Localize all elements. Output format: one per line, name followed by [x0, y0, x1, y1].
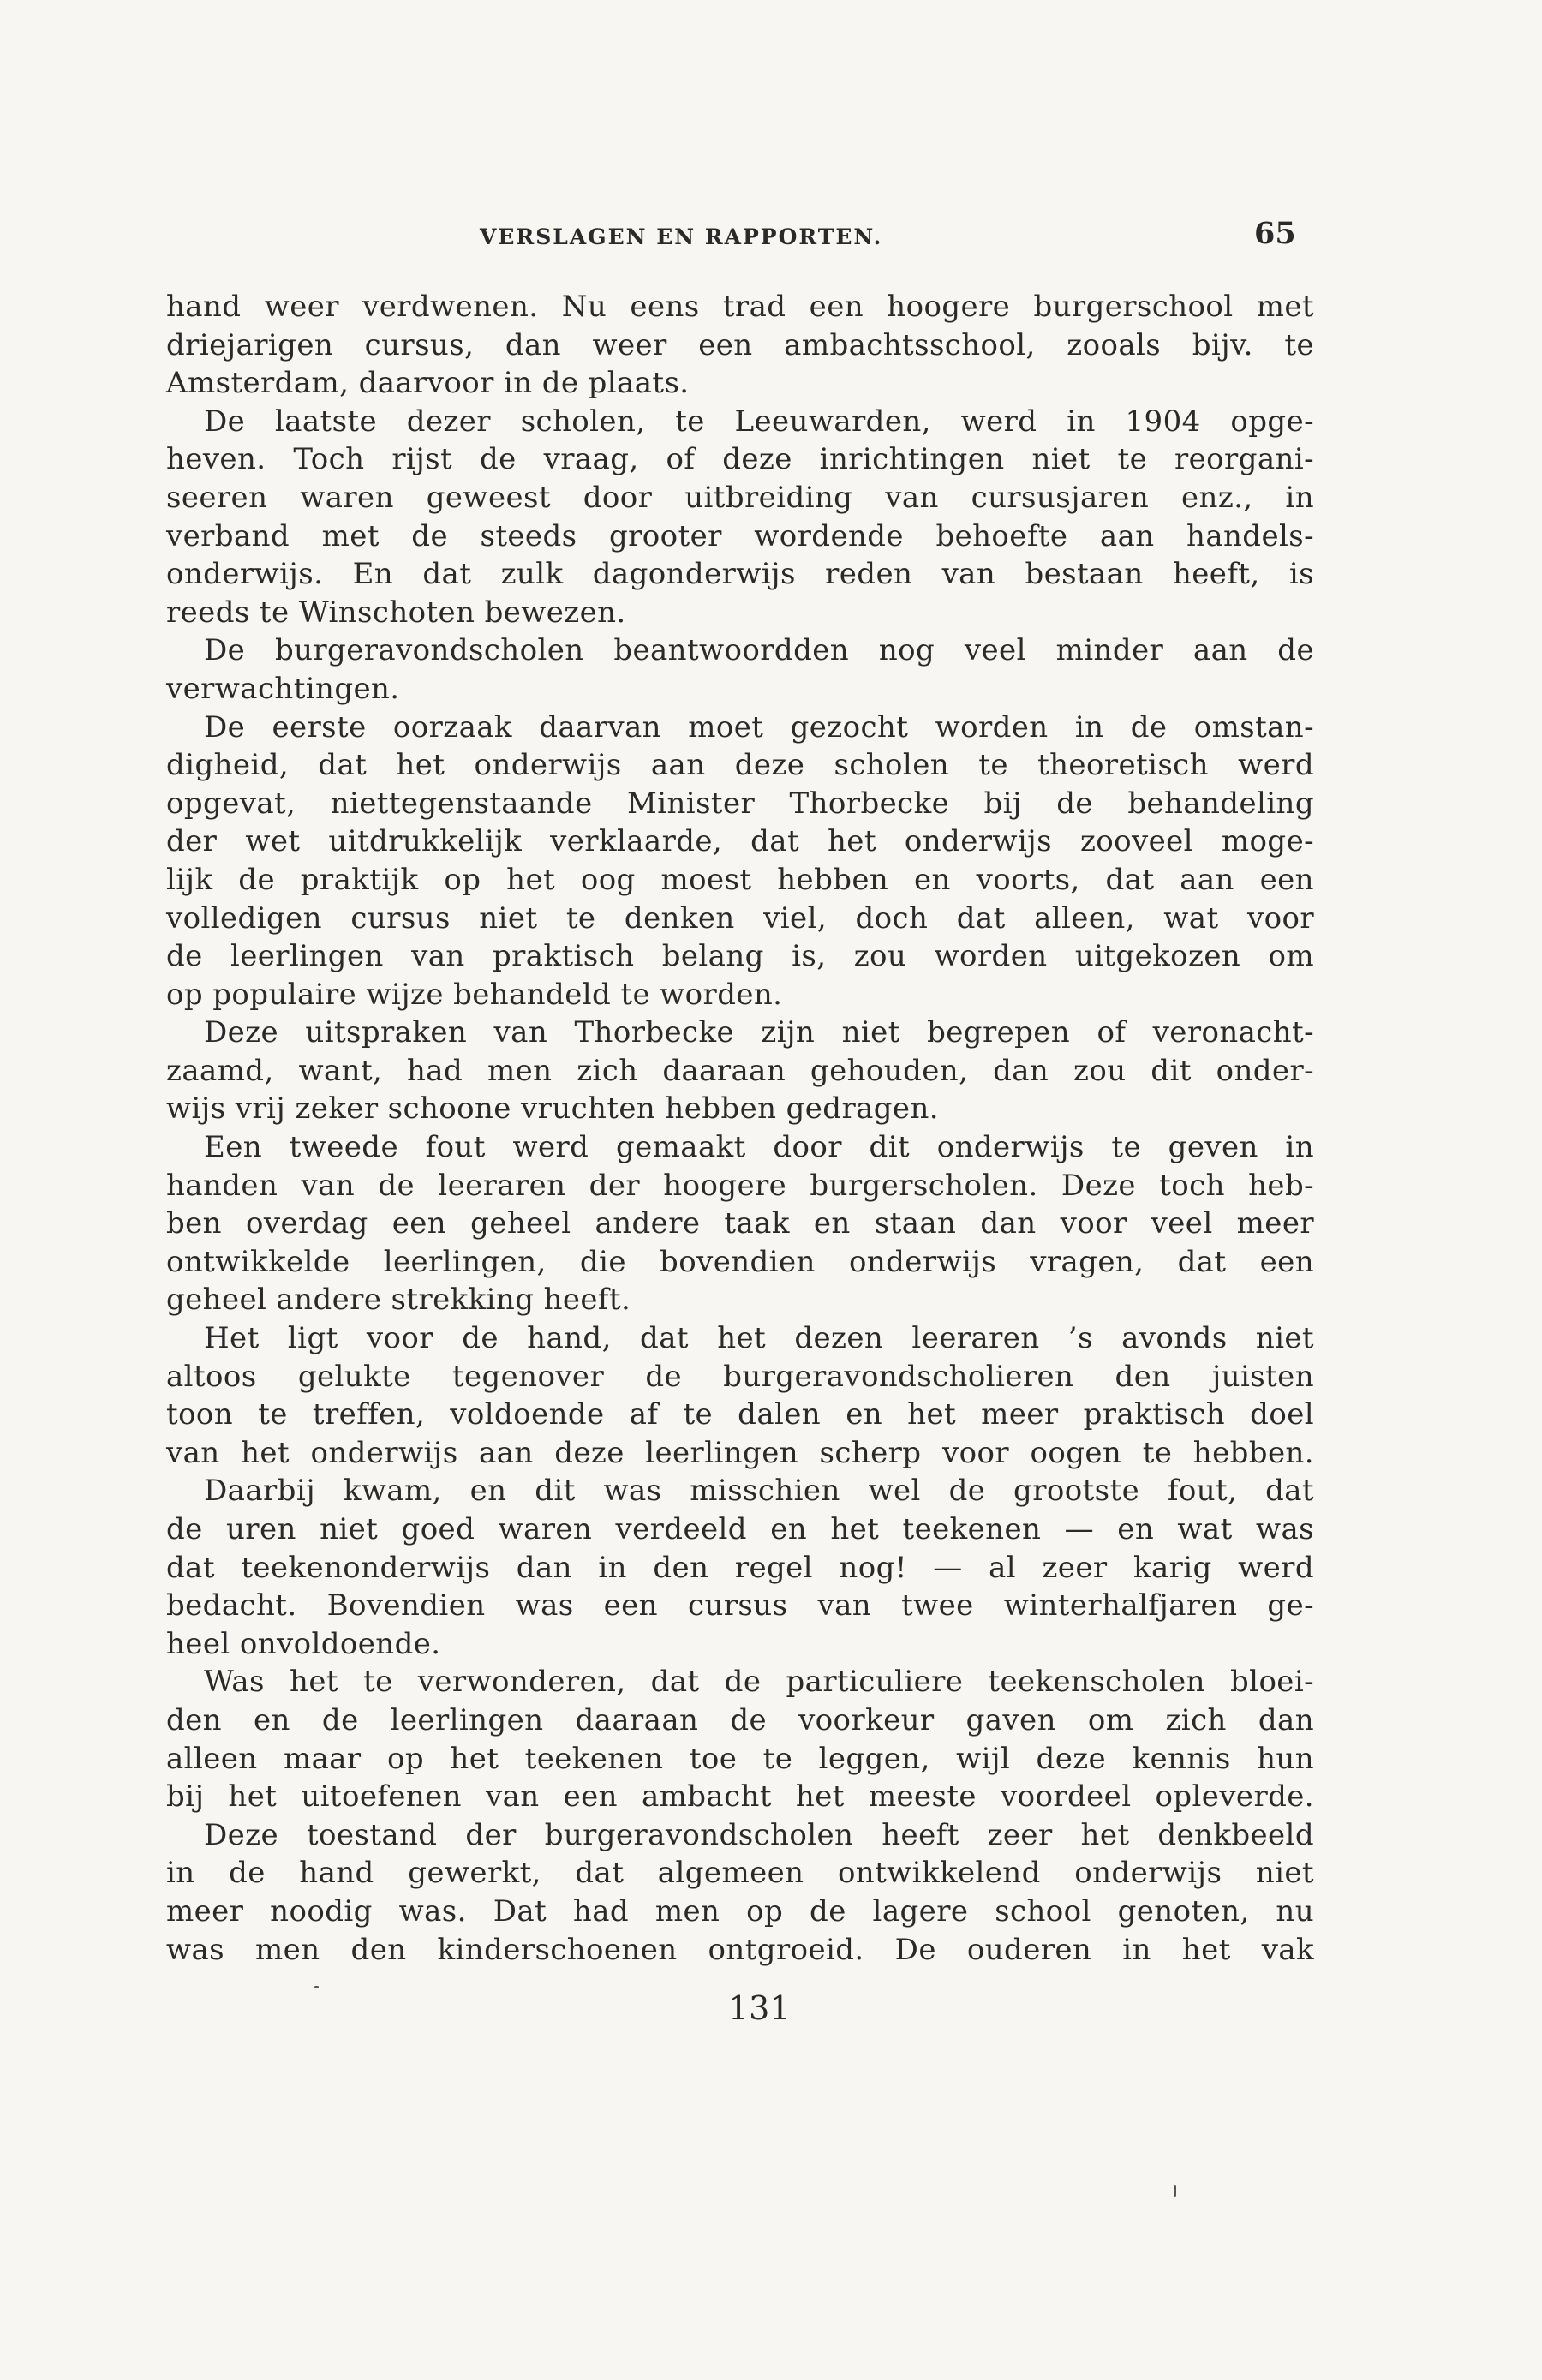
text-line: heel onvoldoende. [166, 1626, 441, 1661]
text-line: bedacht. Bovendien was een cursus van twee winterhalfjaren ge- [166, 1588, 1314, 1624]
text-line: verwachtingen. [166, 671, 400, 706]
text-line: reeds te Winschoten bewezen. [166, 595, 626, 630]
text-line: dat teekenonderwijs dan in den regel nog! — al zeer karig werd [166, 1550, 1314, 1585]
text-line: altoos gelukte tegenover de burgeravondscholieren den juisten [166, 1359, 1314, 1394]
text-line: handen van de leeraren der hoogere burgerscholen. Deze toch heb- [166, 1168, 1314, 1203]
text-line: van het onderwijs aan deze leerlingen scherp voor oogen te hebben. [166, 1435, 1314, 1470]
text-line: der wet uitdrukkelijk verklaarde, dat het onderwijs zooveel moge- [166, 824, 1314, 859]
text-line: lijk de praktijk op het oog moest hebben en voorts, dat aan een [166, 862, 1314, 897]
text-line: toon te treffen, voldoende af te dalen en het meer praktisch doel [166, 1397, 1314, 1432]
text-line: Deze uitspraken van Thorbecke zijn niet begrepen of veronacht- [204, 1015, 1314, 1050]
text-line: Was het te verwonderen, dat de particuliere teekenscholen bloei- [204, 1665, 1314, 1700]
text-line: De eerste oorzaak daarvan moet gezocht worden in de omstan- [204, 709, 1314, 744]
text-line: Amsterdam, daarvoor in de plaats. [166, 366, 690, 401]
text-line: bij het uitoefenen van een ambacht het meeste voordeel opleverde. [166, 1779, 1314, 1815]
text-line: den en de leerlingen daaraan de voorkeur gaven om zich dan [166, 1702, 1314, 1737]
text-line: Het ligt voor de hand, dat het dezen leeraren ’s avonds niet [204, 1321, 1314, 1356]
text-line: de leerlingen van praktisch belang is, zou worden uitgekozen om [166, 939, 1314, 974]
text-line: was men den kinderschoenen ontgroeid. De ouderen in het vak [166, 1932, 1314, 1967]
page-number: 65 [1254, 216, 1296, 251]
text-line: in de hand gewerkt, dat algemeen ontwikkelend onderwijs niet [166, 1856, 1314, 1891]
text-line: geheel andere strekking heeft. [166, 1283, 631, 1318]
text-line: opgevat, niettegenstaande Minister Thorbecke bij de behandeling [166, 786, 1314, 821]
print-speck [314, 1986, 319, 1988]
text-line: seeren waren geweest door uitbreiding van cursusjaren enz., in [166, 480, 1314, 515]
text-line: verband met de steeds grooter wordende behoefte aan handels- [166, 518, 1314, 553]
text-line: De laatste dezer scholen, te Leeuwarden, werd in 1904 opge- [204, 404, 1314, 439]
text-line: onderwijs. En dat zulk dagonderwijs reden van bestaan heeft, is [166, 557, 1314, 592]
text-line: Daarbij kwam, en dit was misschien wel de grootste fout, dat [204, 1474, 1314, 1509]
text-line: op populaire wijze behandeld te worden. [166, 977, 783, 1012]
text-line: ben overdag een geheel andere taak en staan dan voor veel meer [166, 1206, 1314, 1241]
text-line: Deze toestand der burgeravondscholen heeft zeer het denkbeeld [204, 1817, 1314, 1852]
text-line: heven. Toch rijst de vraag, of deze inrichtingen niet te reorgani- [166, 442, 1314, 477]
text-line: digheid, dat het onderwijs aan deze scholen te theoretisch werd [166, 748, 1314, 783]
text-line: zaamd, want, had men zich daaraan gehouden, dan zou dit onder- [166, 1053, 1314, 1088]
text-line: meer noodig was. Dat had men op de lagere school genoten, nu [166, 1893, 1314, 1929]
text-line: volledigen cursus niet te denken viel, doch dat alleen, wat voor [166, 900, 1314, 936]
text-line: hand weer verdwenen. Nu eens trad een hoogere burgerschool met [166, 290, 1314, 324]
print-speck [1174, 2185, 1176, 2197]
text-line: ontwikkelde leerlingen, die bovendien onderwijs vragen, dat een [166, 1244, 1314, 1279]
text-line: Een tweede fout werd gemaakt door dit onderwijs te geven in [204, 1130, 1314, 1165]
text-line: driejarigen cursus, dan weer een ambachtsschool, zooals bijv. te [166, 327, 1314, 362]
text-line: wijs vrij zeker schoone vruchten hebben gedragen. [166, 1091, 939, 1127]
text-line: de uren niet goed waren verdeeld en het teekenen — en wat was [166, 1512, 1314, 1546]
text-line: alleen maar op het teekenen toe te leggen, wijl deze kennis hun [166, 1741, 1314, 1776]
text-line: De burgeravondscholen beantwoordden nog veel minder aan de [204, 633, 1314, 668]
folio-number: 131 [728, 1989, 791, 2027]
running-title: VERSLAGEN EN RAPPORTEN. [480, 224, 883, 249]
body-text [166, 288, 1314, 1969]
